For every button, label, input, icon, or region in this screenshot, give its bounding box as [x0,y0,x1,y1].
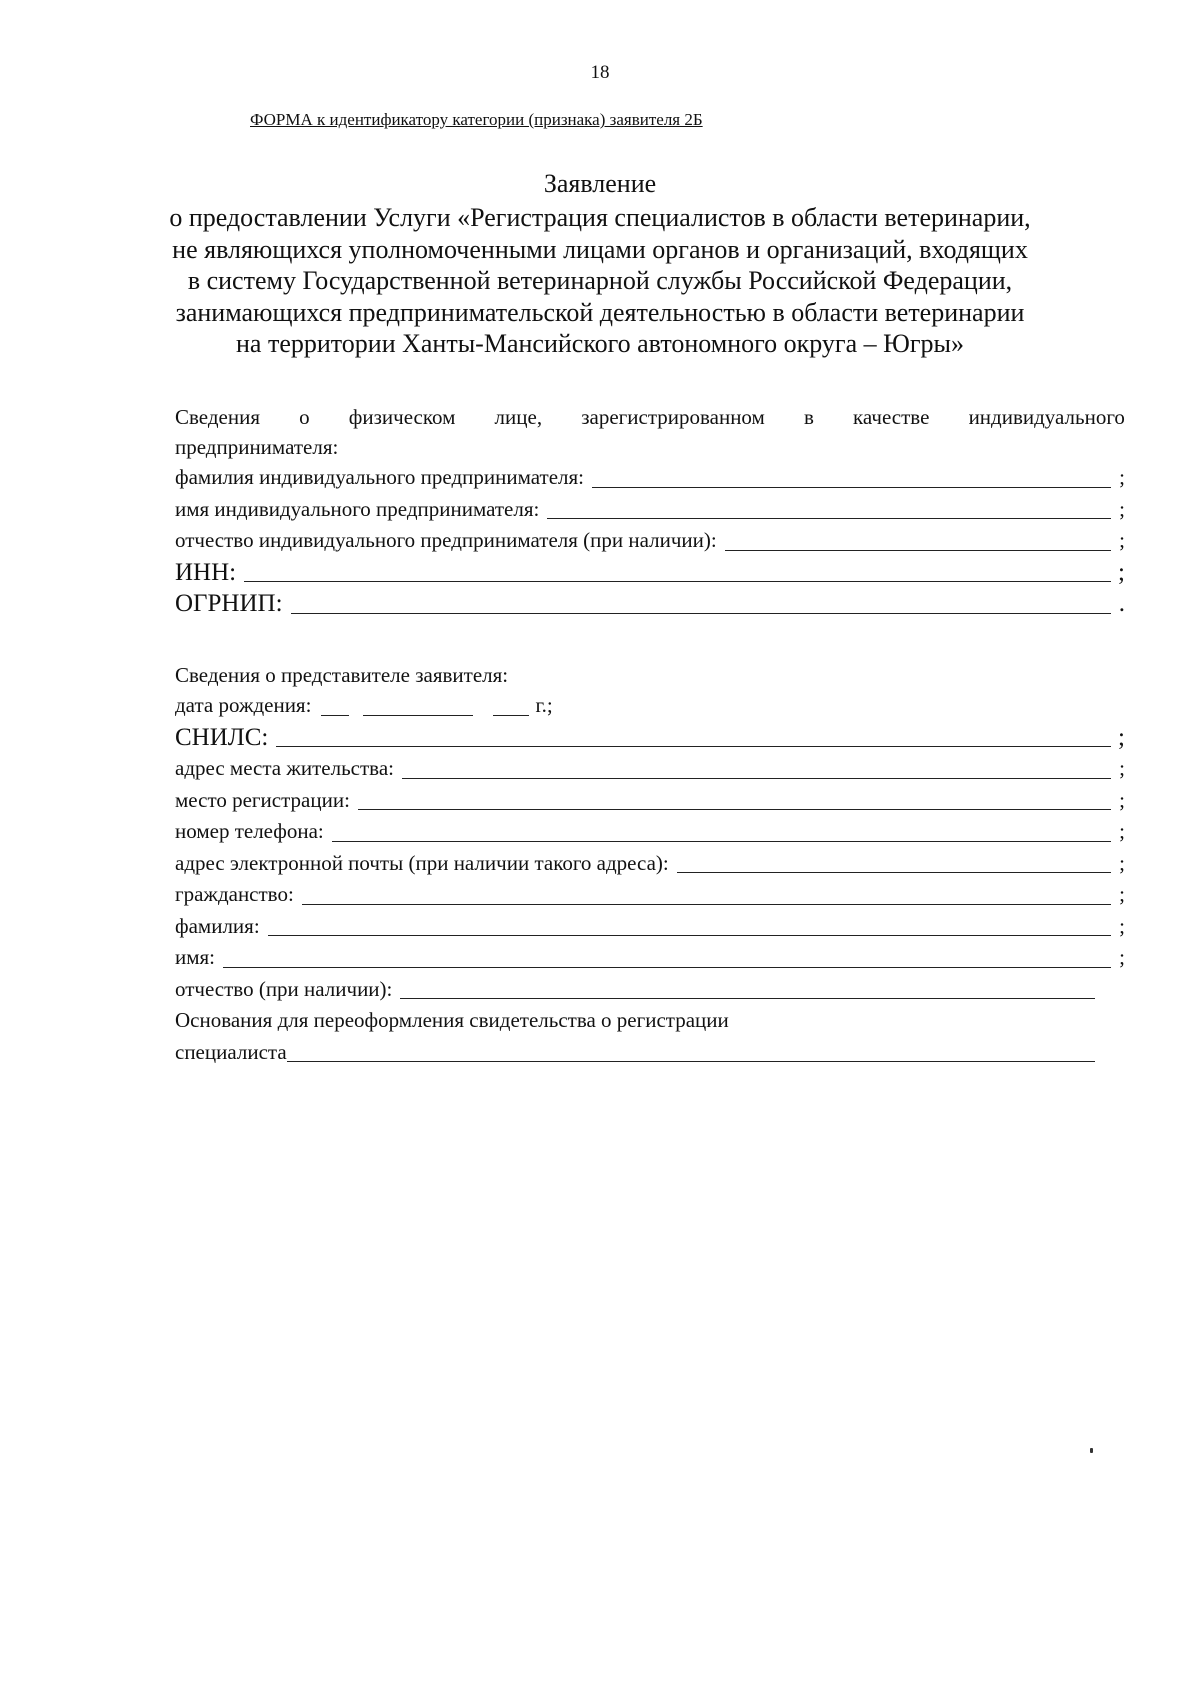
field-label: имя индивидуального предпринимателя: [175,496,540,521]
birth-date-row [175,690,1125,722]
field-label: специалиста [175,1039,287,1064]
birth-year-field[interactable] [493,693,529,716]
ogrnip-row [175,588,1125,620]
field-end: ; [1119,465,1125,489]
surname-row [175,911,1125,943]
surname-ie-field[interactable] [592,465,1111,488]
subtitle-line: о предоставлении Услуги «Регистрация специалистов в области ветеринарии, [169,203,1031,232]
scan-speck [1090,1448,1093,1453]
field-label: отчество (при наличии): [175,976,393,1001]
field-end: ; [1118,558,1125,586]
email-field[interactable] [677,850,1111,873]
patronymic-ie-field[interactable] [725,528,1111,551]
subtitle-line: в систему Государственной ветеринарной службы Российской Федерации, [187,266,1013,295]
reissue-basis-label: Основания для переоформления свидетельства о регистрации [175,1008,729,1032]
name-ie-row [175,494,1125,526]
field-end: ; [1119,850,1125,875]
phone-row [175,816,1125,848]
name-field[interactable] [223,945,1111,968]
subtitle-line: занимающихся предпринимательской деятельностью в области ветеринарии [175,297,1025,327]
field-end: ; [1119,756,1125,780]
representative-section-heading: Сведения о представителе заявителя: [175,663,509,687]
title-block [150,168,1050,360]
heading-word: зарегистрированном [581,405,765,429]
entrepreneur-section [175,402,1125,620]
field-label: СНИЛС: [175,723,269,751]
field-end: ; [1119,913,1125,938]
document-title: Заявление [543,169,657,198]
subtitle-line: на территории Ханты-Мансийского автономного округа – Югры» [236,329,964,358]
name-row [175,942,1125,974]
heading-word: качестве [853,405,930,429]
entrepreneur-section-heading [175,402,1125,432]
form-reference: ФОРМА к идентификатору категории (признака) заявителя 2Б [250,110,703,129]
field-end: . [1118,590,1125,617]
field-end: ; [1119,496,1125,521]
field-label: фамилия: [175,913,260,938]
patronymic-row [175,974,1095,1006]
surname-ie-row [175,462,1125,494]
birth-day-field[interactable] [321,693,349,716]
field-end: ; [1118,723,1125,751]
registration-place-field[interactable] [358,787,1111,810]
field-label: дата рождения: [175,693,312,717]
field-label: имя: [175,945,216,969]
snils-field[interactable] [276,724,1111,747]
citizenship-row [175,879,1125,911]
name-ie-field[interactable] [547,496,1111,519]
field-label: номер телефона: [175,819,324,843]
field-end: ; [1119,528,1125,552]
citizenship-field[interactable] [302,882,1111,905]
representative-section [175,660,1125,1068]
phone-field[interactable] [332,819,1111,842]
page-number: 18 [590,62,610,83]
heading-word: о [299,405,310,429]
field-label: отчество индивидуального предпринимателя (при наличии): [175,528,717,552]
ogrnip-field[interactable] [291,591,1111,614]
heading-word: в [803,405,814,429]
heading-word: физическом [348,405,456,429]
subtitle-line: не являющихся уполномоченными лицами органов и организаций, входящих [172,234,1028,264]
entrepreneur-section-heading-cont: предпринимателя: [175,435,339,459]
specialist-row [175,1037,1095,1069]
residence-address-row [175,753,1125,785]
snils-row [175,722,1125,754]
inn-field[interactable] [244,559,1111,582]
field-label: ИНН: [175,558,237,586]
residence-address-field[interactable] [402,756,1111,779]
birth-date-suffix: г.; [535,693,553,717]
field-label: гражданство: [175,882,294,906]
heading-word: Сведения [175,405,260,429]
surname-field[interactable] [268,913,1111,936]
field-end: ; [1119,787,1125,812]
patronymic-ie-row [175,525,1125,557]
patronymic-field[interactable] [400,976,1095,999]
inn-row [175,557,1125,589]
field-label: место регистрации: [175,787,350,812]
registration-place-row [175,785,1125,817]
field-label: ОГРНИП: [175,590,283,617]
email-row [175,848,1125,880]
field-end: ; [1119,945,1125,969]
reissue-basis-field[interactable] [287,1039,1095,1062]
heading-word: индивидуального [968,405,1125,429]
field-label: фамилия индивидуального предпринимателя: [175,465,584,489]
field-end: ; [1119,819,1125,843]
field-label: адрес места жительства: [175,756,394,780]
birth-month-field[interactable] [363,693,473,716]
field-end: ; [1119,882,1125,906]
heading-word: лице, [494,405,543,429]
field-label: адрес электронной почты (при наличии такого адреса): [175,850,669,875]
